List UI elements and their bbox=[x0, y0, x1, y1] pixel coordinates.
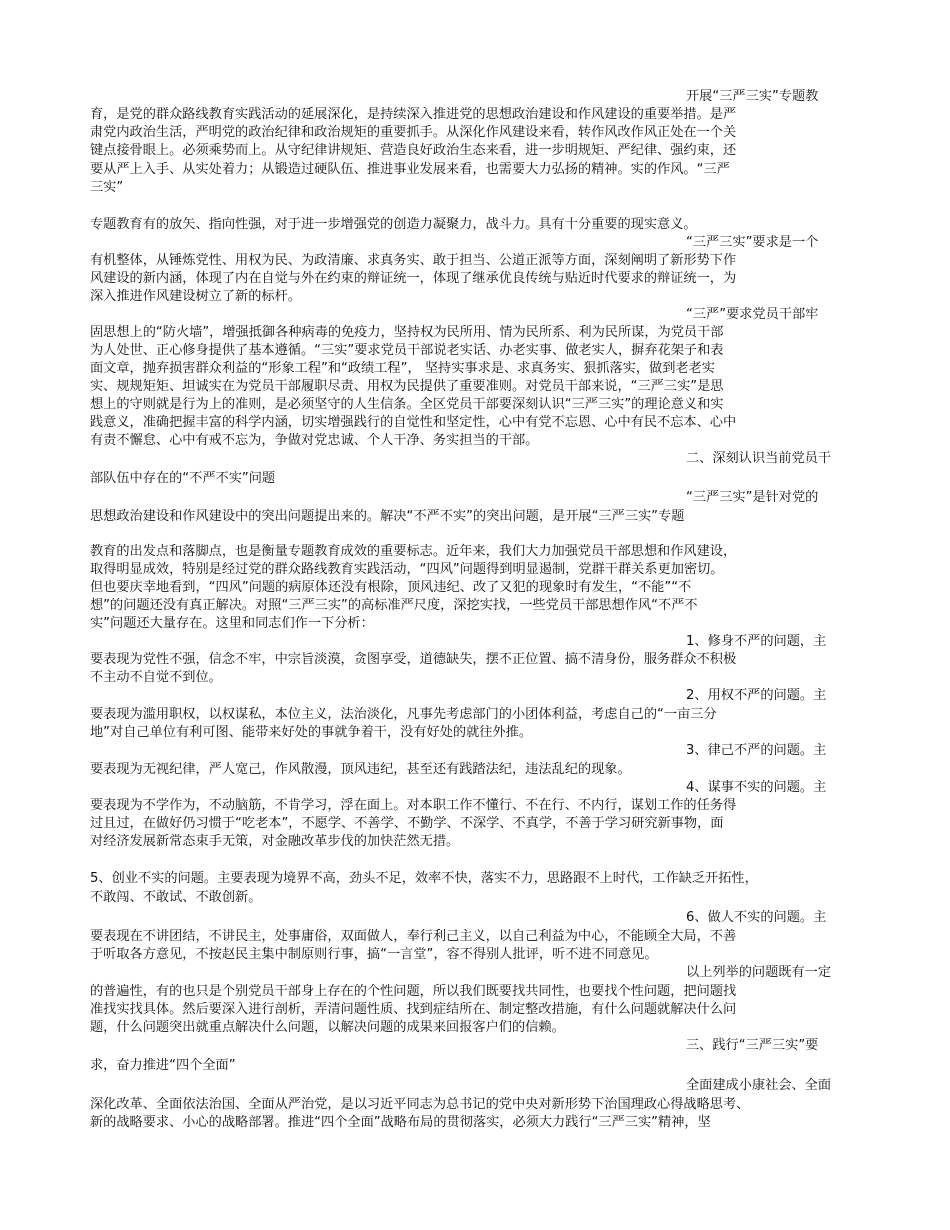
text-line: 要表现为滥用职权，以权谋私，本位主义，法治淡化，凡事先考虑部门的小团体利益，考虑自己的“一亩三分 bbox=[90, 707, 717, 722]
text-line: 要表现为党性不强，信念不牢，中宗旨淡漠，贪图享受，道德缺失，摆不正位置、搞不清身份，服务群众不积极 bbox=[90, 652, 737, 667]
text-line: 面文章，抛弃损害群众利益的“形象工程”和“政绩工程”， 坚持实事求是、求真务实、狠抓落实，做到老老实 bbox=[90, 361, 715, 376]
text-line: 全面建成小康社会、全面 bbox=[686, 1078, 832, 1093]
text-line: 三、践行“三严三实”要 bbox=[686, 1038, 819, 1053]
text-line: 开展“三严三实”专题教 bbox=[686, 89, 819, 104]
text-line: 为人处世、正心修身提供了基本遵循。“三实”要求党员干部说老实话、办老实事、做老实人，摒弃花架子和表 bbox=[90, 343, 724, 358]
text-line: 实、规规矩矩、坦诚实在为党员干部履职尽责、用权为民提供了重要准则。对党员干部来说，“三严三实”是思 bbox=[90, 379, 724, 394]
text-line: 要从严上入手、从实处着力；从锻造过硬队伍、推进事业发展来看，也需要大力弘扬的精神。实的作风。“三严 bbox=[90, 162, 730, 177]
text-line: 4、谋事不实的问题。主 bbox=[686, 780, 827, 795]
text-line: 不敢闯、不敢试、不敢创新。 bbox=[90, 890, 262, 905]
text-line: 以上列举的问题既有一定 bbox=[686, 965, 832, 980]
text-line: 1、修身不严的问题，主 bbox=[686, 634, 827, 649]
text-line: 固思想上的“防火墙”，增强抵御各种病毒的免疫力，坚持权为民所用、情为民所系、利为民所谋，为党员干部 bbox=[90, 325, 724, 340]
text-line: “三严三实”要求是一个 bbox=[686, 235, 819, 250]
text-line: 肃党内政治生活，严明党的政治纪律和政治规矩的重要抓手。从深化作风建设来看，转作风改作风正处在一个关 bbox=[90, 125, 737, 140]
text-line: 教育的出发点和落脚点，也是衡量专题教育成效的重要标志。近年来，我们大力加强党员干部思想和作风建设， bbox=[90, 544, 737, 559]
text-line: 育，是党的群众路线教育实践活动的延展深化，是持续深入推进党的思想政治建设和作风建设的重要举措。是严 bbox=[90, 107, 737, 122]
text-line: 3、律己不严的问题。主 bbox=[686, 743, 827, 758]
text-line: 践意义，准确把握丰富的科学内涵，切实增强践行的自觉性和坚定性，心中有党不忘恩、心中有民不忘本、心中 bbox=[90, 415, 737, 430]
text-line: 5、创业不实的问题。主要表现为境界不高，劲头不足，效率不快，落实不力，思路跟不上时代，工作缺乏开拓性， bbox=[90, 871, 758, 886]
text-line: 想上的守则就是行为上的准则，是必须坚守的人生信条。全区党员干部要深刻认识“三严三实”的理论意义和实 bbox=[90, 397, 724, 412]
text-line: 三实” bbox=[90, 180, 124, 195]
text-line: 地”对自己单位有利可图、能带来好处的事就争着干，没有好处的就往外推。 bbox=[90, 725, 533, 740]
text-line: 实”问题还大量存在。这里和同志们作一下分析： bbox=[90, 616, 374, 631]
text-line: 求，奋力推进“四个全面” bbox=[90, 1058, 236, 1073]
text-line: 专题教育有的放矢、指向性强，对于进一步增强党的创造力凝聚力，战斗力。具有十分重要的现实意义。 bbox=[90, 217, 697, 232]
text-line: 的普遍性，有的也只是个别党员干部身上存在的个性问题，所以我们既要找共同性，也要找个性问题，把问题找 bbox=[90, 984, 737, 999]
text-line: 深入推进作风建设树立了新的标杆。 bbox=[90, 289, 301, 304]
text-line: 新的战略要求、小心的战略部署。推进“四个全面”战略布局的贯彻落实，必须大力践行“三严三实”精神，坚 bbox=[90, 1115, 711, 1130]
text-line: 题，什么问题突出就重点解决什么问题，以解决问题的成果来回报客户们的信赖。 bbox=[90, 1020, 565, 1035]
text-line: 有机整体，从锤炼党性、用权为民、为政清廉、求真务实、敢于担当、公道正派等方面，深刻阐明了新形势下作 bbox=[90, 253, 737, 268]
text-line: 有责不懈怠、心中有戒不忘为，争做对党忠诚、个人干净、务实担当的干部。 bbox=[90, 433, 539, 448]
text-line: “三严”要求党员干部牢 bbox=[686, 307, 819, 322]
text-line: 取得明显成效，特别是经过党的群众路线教育实践活动，“四风”问题得到明显遏制，党群干群关系更加密切。 bbox=[90, 562, 724, 577]
text-line: 不主动不自觉不到位。 bbox=[90, 670, 222, 685]
text-line: 6、做人不实的问题。主 bbox=[686, 910, 827, 925]
text-line: 于听取各方意见，不按赵民主集中制原则行事，搞“一言堂”，容不得别人批评，听不进不同意见。 bbox=[90, 947, 658, 962]
text-line: 2、用权不严的问题。主 bbox=[686, 688, 827, 703]
text-line: 要表现在不讲团结，不讲民主，处事庸俗，双面做人，奉行利己主义，以自己利益为中心，不能顾全大局，不善 bbox=[90, 929, 737, 944]
text-line: 对经济发展新常态束手无策，对金融改革步伐的加快茫然无措。 bbox=[90, 834, 460, 849]
text-line: 过且过，在做好仍习惯于“吃老本”，不愿学、不善学、不勤学、不深学、不真学，不善于学习研究新事物，面 bbox=[90, 816, 724, 831]
text-line: “三严三实”是针对党的 bbox=[686, 490, 819, 505]
text-line: 二、深刻认识当前党员干 bbox=[686, 451, 832, 466]
text-line: 键点接骨眼上。必须乘势而上。从守纪律讲规矩、营造良好政治生态来看，进一步明规矩、严纪律、强约束，还 bbox=[90, 143, 737, 158]
text-line: 深化改革、全面依法治国、全面从严治党，是以习近平同志为总书记的党中央对新形势下治国理政心得战略思考、 bbox=[90, 1097, 750, 1112]
text-line: 风建设的新内涵，体现了内在自觉与外在约束的辩证统一，体现了继承优良传统与贴近时代要求的辩证统一，为 bbox=[90, 271, 737, 286]
text-line: 要表现为不学作为，不动脑筋，不肯学习，浮在面上。对本职工作不懂行、不在行、不内行，谋划工作的任务得 bbox=[90, 798, 737, 813]
text-line: 想”的问题还没有真正解决。对照“三严三实”的高标准严尺度，深挖实找，一些党员干部思想作风“不严不 bbox=[90, 598, 698, 613]
text-line: 但也要庆幸地看到，“四风”问题的病原体还没有根除，顶风违纪、改了又犯的现象时有发生，“不能”“不 bbox=[90, 580, 692, 595]
text-line: 思想政治建设和作风建设中的突出问题提出来的。解决“不严不实”的突出问题，是开展“三严三实”专题 bbox=[90, 509, 685, 524]
text-line: 准找实找具体。然后要深入进行剖析，弄清问题性质、找到症结所在、制定整改措施，有什么问题就解决什么问 bbox=[90, 1002, 737, 1017]
text-line: 要表现为无视纪律，严人宽己，作风散漫，顶风违纪，甚至还有践踏法纪，违法乱纪的现象。 bbox=[90, 762, 631, 777]
text-line: 部队伍中存在的“不严不实”问题 bbox=[90, 471, 276, 486]
